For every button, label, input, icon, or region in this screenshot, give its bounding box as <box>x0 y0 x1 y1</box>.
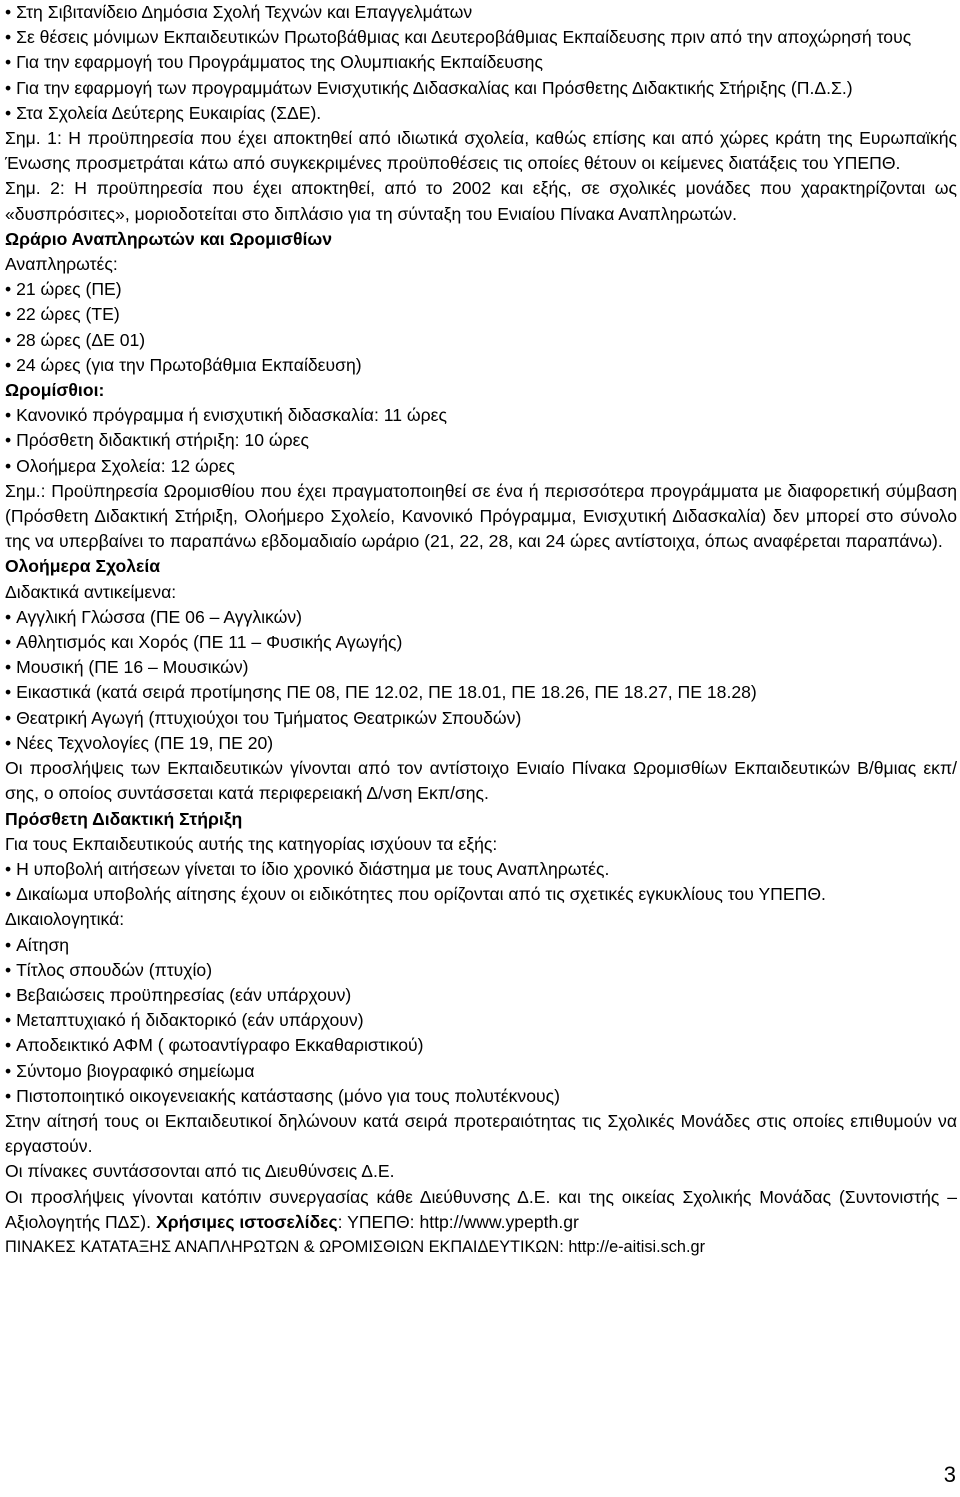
list-item: • Δικαίωμα υποβολής αίτησης έχουν οι ειδικότητες που ορίζονται από τις σχετικές εγκυκλίους του ΥΠΕΠΘ. <box>5 882 957 907</box>
hourly-label: Ωρομίσθιοι: <box>5 380 105 401</box>
list-item: • Θεατρική Αγωγή (πτυχιούχοι του Τμήματος Θεατρικών Σπουδών) <box>5 706 957 731</box>
document-body <box>5 0 957 1260</box>
list-item: • Εικαστικά (κατά σειρά προτίμησης ΠΕ 08, ΠΕ 12.02, ΠΕ 18.01, ΠΕ 18.26, ΠΕ 18.27, ΠΕ 18.28) <box>5 680 957 705</box>
hours-heading: Ωράριο Αναπληρωτών και Ωρομισθίων <box>5 228 333 249</box>
allday-heading: Ολοήμερα Σχολεία <box>5 556 161 577</box>
list-item: • Σε θέσεις μόνιμων Εκπαιδευτικών Πρωτοβάθμιας και Δευτεροβάθμιας Εκπαίδευσης πριν από την αποχώρησή τους <box>5 25 957 50</box>
list-item: • Μουσική (ΠΕ 16 – Μουσικών) <box>5 655 957 680</box>
list-item: • Για την εφαρμογή των προγραμμάτων Ενισχυτικής Διδασκαλίας και Πρόσθετης Διδακτικής Στήριξης (Π.Δ.Σ.) <box>5 76 957 101</box>
useful-sites-label: Χρήσιμες ιστοσελίδες <box>155 1211 338 1232</box>
note-2: Σημ. 2: Η προϋπηρεσία που έχει αποκτηθεί, από το 2002 και εξής, σε σχολικές μονάδες που χαρακτηρίζονται ως «δυσπρόσιτες», μοριοδοτείται στο διπλάσιο για τη σύνταξη του Ενιαίου Πίνακα Αναπληρωτών. <box>5 178 957 224</box>
hours-note: Σημ.: Προϋπηρεσία Ωρομισθίου που έχει πραγματοποιηθεί σε ένα ή περισσότερα προγράμματα με διαφορετική σύμβαση (Πρόσθετη Διδακτική Στήριξη, Ολοήμερο Σχολείο, Κανονικό Πρόγραμμα, Ενισχυτική Διδασκαλία) δεν μπορεί στο σύνολο της να υπερβαίνει το παραπάνω εβδομαδιαίο ωράριο (21, 22, 28, και 24 ώρες αντίστοιχα, όπως αναφέρεται παραπάνω). <box>5 480 957 552</box>
list-item: • Στα Σχολεία Δεύτερης Ευκαιρίας (ΣΔΕ). <box>5 101 957 126</box>
substitutes-label: Αναπληρωτές: <box>5 254 118 275</box>
list-item: • Πιστοποιητικό οικογενειακής κατάστασης (μόνο για τους πολυτέκνους) <box>5 1084 957 1109</box>
list-item: • Νέες Τεχνολογίες (ΠΕ 19, ΠΕ 20) <box>5 731 957 756</box>
hourly-list <box>5 403 957 479</box>
useful-sites-link[interactable]: : ΥΠΕΠΘ: http://www.ypepth.gr <box>337 1211 579 1232</box>
documents-label: Δικαιολογητικά: <box>5 909 125 930</box>
list-item: • Τίτλος σπουδών (πτυχίο) <box>5 958 957 983</box>
list-item: • 21 ώρες (ΠΕ) <box>5 277 957 302</box>
subjects-label: Διδακτικά αντικείμενα: <box>5 581 177 602</box>
page-number: 3 <box>943 1462 956 1487</box>
list-item: • Αποδεικτικό ΑΦΜ ( φωτοαντίγραφο Εκκαθαριστικού) <box>5 1033 957 1058</box>
list-item: • Βεβαιώσεις προϋπηρεσίας (εάν υπάρχουν) <box>5 983 957 1008</box>
support-paragraph-3 <box>5 1185 957 1235</box>
support-heading: Πρόσθετη Διδακτική Στήριξη <box>5 808 243 829</box>
subjects-list <box>5 605 957 756</box>
support-paragraph-2: Οι πίνακες συντάσσονται από τις Διευθύνσεις Δ.Ε. <box>5 1161 395 1182</box>
note-1: Σημ. 1: Η προϋπηρεσία που έχει αποκτηθεί από ιδιωτικά σχολεία, καθώς επίσης και από χώρες κράτη της Ευρωπαϊκής Ένωσης προσμετράται κάτω από συγκεκριμένες προϋποθέσεις τις οποίες θέτουν οι κείμενες διατάξεις του ΥΠΕΠΘ. <box>5 128 957 174</box>
support-paragraph-1: Στην αίτησή τους οι Εκπαιδευτικοί δηλώνουν κατά σειρά προτεραιότητας τις Σχολικές Μονάδες στις οποίες επιθυμούν να εργαστούν. <box>5 1110 957 1157</box>
list-item: • Σύντομο βιογραφικό σημείωμα <box>5 1059 957 1084</box>
list-item: • Στη Σιβιτανίδειο Δημόσια Σχολή Τεχνών και Επαγγελμάτων <box>5 0 957 25</box>
list-item: • Μεταπτυχιακό ή διδακτορικό (εάν υπάρχουν) <box>5 1008 957 1033</box>
support-paragraph-3-text: Οι προσλήψεις γίνονται κατόπιν συνεργασίας κάθε Διεύθυνσης Δ.Ε. και της οικείας Σχολικής Μονάδας (Συντονιστής – Αξιολογητής ΠΔΣ). <box>5 1186 957 1232</box>
list-item: • Για την εφαρμογή του Προγράμματος της Ολυμπιακής Εκπαίδευσης <box>5 50 957 75</box>
substitutes-list <box>5 277 957 378</box>
support-intro: Για τους Εκπαιδευτικούς αυτής της κατηγορίας ισχύουν τα εξής: <box>5 833 498 854</box>
list-item: • Η υποβολή αιτήσεων γίνεται το ίδιο χρονικό διάστημα με τους Αναπληρωτές. <box>5 857 957 882</box>
list-item: • Αγγλική Γλώσσα (ΠΕ 06 – Αγγλικών) <box>5 605 957 630</box>
list-item: • 24 ώρες (για την Πρωτοβάθμια Εκπαίδευση) <box>5 353 957 378</box>
list-item: • 28 ώρες (ΔΕ 01) <box>5 328 957 353</box>
support-list <box>5 857 957 907</box>
list-item: • Αθλητισμός και Χορός (ΠΕ 11 – Φυσικής Αγωγής) <box>5 630 957 655</box>
list-item: • Πρόσθετη διδακτική στήριξη: 10 ώρες <box>5 428 957 453</box>
list-item: • 22 ώρες (ΤΕ) <box>5 302 957 327</box>
allday-paragraph: Οι προσλήψεις των Εκπαιδευτικών γίνονται από τον αντίστοιχο Ενιαίο Πίνακα Ωρομισθίων Εκπαιδευτικών Β/θμιας εκπ/σης, ο οποίος συντάσσεται κατά περιφερειακή Δ/νση Εκπ/σης. <box>5 758 957 804</box>
tables-link-line[interactable]: ΠΙΝΑΚΕΣ ΚΑΤΑΤΑΞΗΣ ΑΝΑΠΛΗΡΩΤΩΝ & ΩΡΟΜΙΣΘΙΩΝ ΕΚΠΑΙΔΕΥΤΙΚΩΝ: http://e-aitisi.sch.gr <box>5 1237 705 1256</box>
documents-list <box>5 933 957 1109</box>
list-item: • Κανονικό πρόγραμμα ή ενισχυτική διδασκαλία: 11 ώρες <box>5 403 957 428</box>
list-item: • Ολοήμερα Σχολεία: 12 ώρες <box>5 454 957 479</box>
list-item: • Αίτηση <box>5 933 957 958</box>
top-bullet-list <box>5 0 957 126</box>
